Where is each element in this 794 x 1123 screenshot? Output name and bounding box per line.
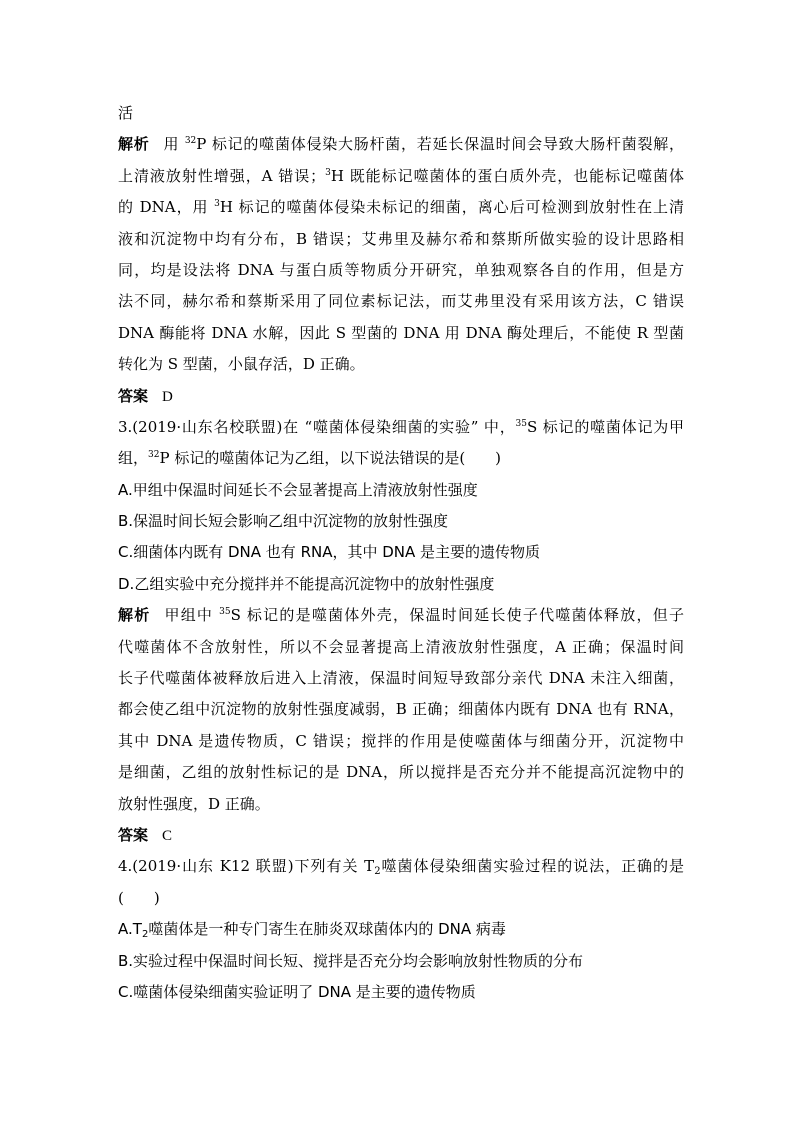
- explanation-line: 法不同，赫尔希和蔡斯采用了同位素标记法，而艾弗里没有采用该方法，C 错误: [118, 292, 684, 311]
- option-b: B.实验过程中保温时间长短、搅拌是否充分均会影响放射性物质的分布: [118, 951, 584, 970]
- option-c: C.细菌体内既有 DNA 也有 RNA，其中 DNA 是主要的遗传物质: [118, 543, 541, 562]
- answer-value: C: [162, 827, 173, 844]
- option-b: B.保温时间长短会影响乙组中沉淀物的放射性强度: [118, 512, 449, 531]
- explanation-line: 放射性强度，D 正确。: [118, 794, 270, 813]
- q3-explanation: [118, 600, 684, 820]
- question-stem: 4.(2019·山东 K12 联盟)下列有关 $T_2$噬菌体侵染细菌实验过程的说法，正确的是: [118, 857, 684, 878]
- explanation-label: 解析: [118, 135, 150, 154]
- document-page: [118, 98, 684, 1008]
- explanation-line: 长子代噬菌体被释放后进入上清液，保温时间短导致部分亲代 DNA 未注入细菌，: [118, 669, 684, 688]
- q2-explanation: [118, 129, 684, 380]
- explanation-line: 其中 DNA 是遗传物质，C 错误；搅拌的作用是使噬菌体与细菌分开，沉淀物中: [118, 731, 684, 750]
- question-3: [118, 412, 684, 851]
- question-stem: 组，$^{32}$P 标记的噬菌体记为乙组，以下说法错误的是( ): [118, 449, 502, 468]
- q3-answer: [118, 820, 684, 851]
- answer-value: D: [162, 388, 173, 405]
- answer-label: 答案: [118, 825, 149, 844]
- explanation-line: 的 DNA，用 $^3$H 标记的噬菌体侵染未标记的细菌，离心后可检测到放射性在上清: [118, 198, 684, 217]
- option-a: A.甲组中保温时间延长不会显著提高上清液放射性强度: [118, 480, 478, 499]
- explanation-label: 解析: [118, 606, 151, 625]
- question-stem: ( ): [118, 888, 160, 907]
- explanation-line: 解析 用 $^{32}$P 标记的噬菌体侵染大肠杆菌，若延长保温时间会导致大肠杆菌裂解，: [118, 135, 684, 154]
- answer-label: 答案: [118, 386, 149, 405]
- explanation-line: 是细菌，乙组的放射性标记的是 DNA，所以搅拌是否充分并不能提高沉淀物中的: [118, 763, 684, 782]
- question-stem: 3.(2019·山东名校联盟)在 “噬菌体侵染细菌的实验” 中，$^{35}$S 标记的噬菌体记为甲: [118, 417, 684, 436]
- explanation-line: 同，均是设法将 DNA 与蛋白质等物质分开研究，单独观察各自的作用，但是方: [118, 260, 684, 279]
- explanation-line: 代噬菌体不含放射性，所以不会显著提高上清液放射性强度，A 正确；保温时间: [118, 637, 684, 656]
- explanation-line: 上清液放射性增强，A 错误；$^3$H 既能标记噬菌体的蛋白质外壳，也能标记噬菌体: [118, 166, 684, 185]
- question-4: [118, 851, 684, 1008]
- explanation-line: 转化为 S 型菌，小鼠存活，D 正确。: [118, 355, 365, 374]
- q2-answer: [118, 381, 684, 412]
- explanation-line: 液和沉淀物中均有分布，B 错误；艾弗里及赫尔希和蔡斯所做实验的设计思路相: [118, 229, 684, 248]
- option-a: $A.T_2$噬菌体是一种专门寄生在肺炎双球菌体内的 DNA 病毒: [118, 920, 506, 941]
- top-fragment: 活: [118, 104, 134, 122]
- explanation-line: 都会使乙组中沉淀物的放射性强度减弱，B 正确；细菌体内既有 DNA 也有 RNA，: [118, 700, 684, 719]
- explanation-line: DNA 酶能将 DNA 水解，因此 S 型菌的 DNA 用 DNA 酶处理后，不能使 R 型菌: [118, 323, 684, 342]
- option-c: C.噬菌体侵染细菌实验证明了 DNA 是主要的遗传物质: [118, 982, 476, 1001]
- explanation-line: 解析 甲组中 $^{35}$S 标记的是噬菌体外壳，保温时间延长使子代噬菌体释放，但子: [118, 606, 684, 625]
- option-d: D.乙组实验中充分搅拌并不能提高沉淀物中的放射性强度: [118, 574, 495, 593]
